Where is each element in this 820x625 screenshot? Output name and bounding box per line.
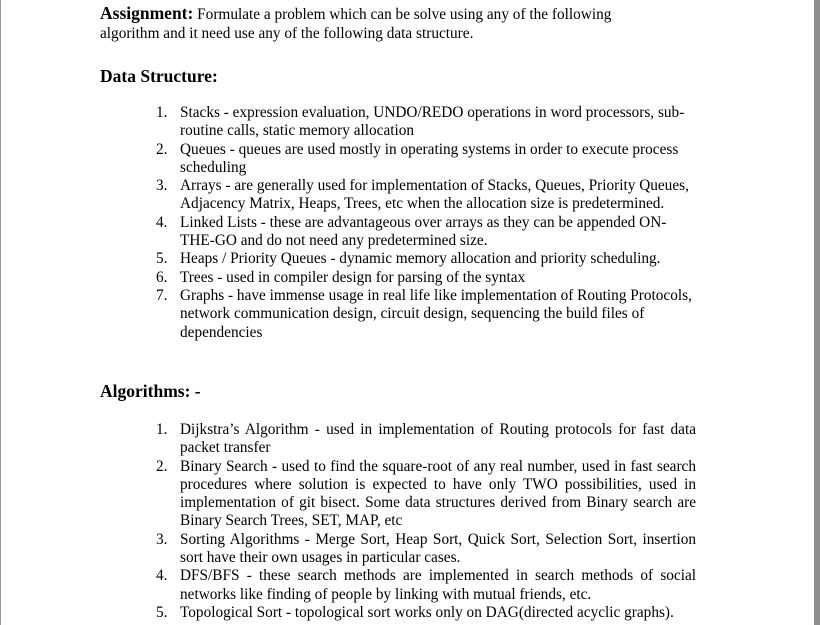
list-item	[156, 177, 696, 214]
list-item	[156, 141, 696, 178]
viewer-background-edge	[814, 0, 820, 625]
item-number: 5.	[156, 250, 168, 268]
assignment-paragraph	[100, 4, 660, 43]
item-text: Arrays - are generally used for implementation of Stacks, Queues, Priority Queues, Adjacency Matrix, Heaps, Trees, etc when the allocation size is predetermined.	[180, 177, 689, 213]
item-text: Heaps / Priority Queues - dynamic memory allocation and priority scheduling.	[180, 250, 661, 268]
list-item	[156, 604, 696, 622]
item-number: 3.	[156, 530, 168, 548]
item-number: 1.	[156, 104, 168, 121]
list-item	[156, 421, 696, 458]
list-item	[156, 531, 696, 568]
item-number: 6.	[156, 268, 168, 286]
list-item	[156, 287, 696, 342]
list-item	[156, 214, 696, 251]
list-item	[156, 250, 696, 268]
item-number: 1.	[156, 421, 168, 438]
assignment-label: Assignment:	[100, 3, 194, 23]
item-text: DFS/BFS - these search methods are implemented in search methods of social networks like finding of people by linking with mutual friends, etc.	[180, 567, 696, 603]
item-text: Trees - used in compiler design for parsing of the syntax	[180, 268, 526, 286]
data-structure-list	[156, 104, 696, 342]
item-number: 4.	[156, 567, 168, 585]
list-item	[156, 104, 696, 141]
list-item	[156, 269, 696, 287]
item-text: Stacks - expression evaluation, UNDO/REDO operations in word processors, sub-routine calls, static memory allocation	[180, 104, 685, 140]
item-text: Sorting Algorithms - Merge Sort, Heap Sort, Quick Sort, Selection Sort, insertion sort have their own usages in particular cases.	[180, 530, 696, 567]
list-item	[156, 458, 696, 531]
item-number: 4.	[156, 213, 168, 231]
item-number: 5.	[156, 603, 168, 621]
assignment-text: Formulate a problem which can be solve using any of the following algorithm and it need use any of the following data structure.	[100, 6, 612, 42]
item-number: 2.	[156, 140, 168, 158]
item-text: Binary Search - used to find the square-root of any real number, used in fast search procedures where solution is expected to have only TWO possibilities, used in implementation of git bisect. Some data structures derived from Binary search are Binary Search Trees, SET, MAP, etc	[180, 457, 696, 530]
item-number: 3.	[156, 177, 168, 195]
algorithms-heading: Algorithms: -	[100, 381, 201, 401]
algorithms-list	[156, 421, 696, 622]
item-text: Graphs - have immense usage in real life like implementation of Routing Protocols, network communication design, circuit design, sequencing the build files of dependencies	[180, 286, 692, 341]
item-text: Queues - queues are used mostly in operating systems in order to execute process scheduling	[180, 140, 679, 176]
list-item	[156, 567, 696, 604]
data-structure-heading: Data Structure:	[100, 66, 218, 86]
item-text: Topological Sort - topological sort works only on DAG(directed acyclic graphs).	[180, 603, 674, 621]
item-text: Dijkstra’s Algorithm - used in implementation of Routing protocols for fast data packet transfer	[180, 421, 696, 457]
item-number: 7.	[156, 286, 168, 304]
item-number: 2.	[156, 457, 168, 475]
item-text: Linked Lists - these are advantageous over arrays as they can be appended ON-THE-GO and do not need any predetermined size.	[180, 213, 667, 250]
